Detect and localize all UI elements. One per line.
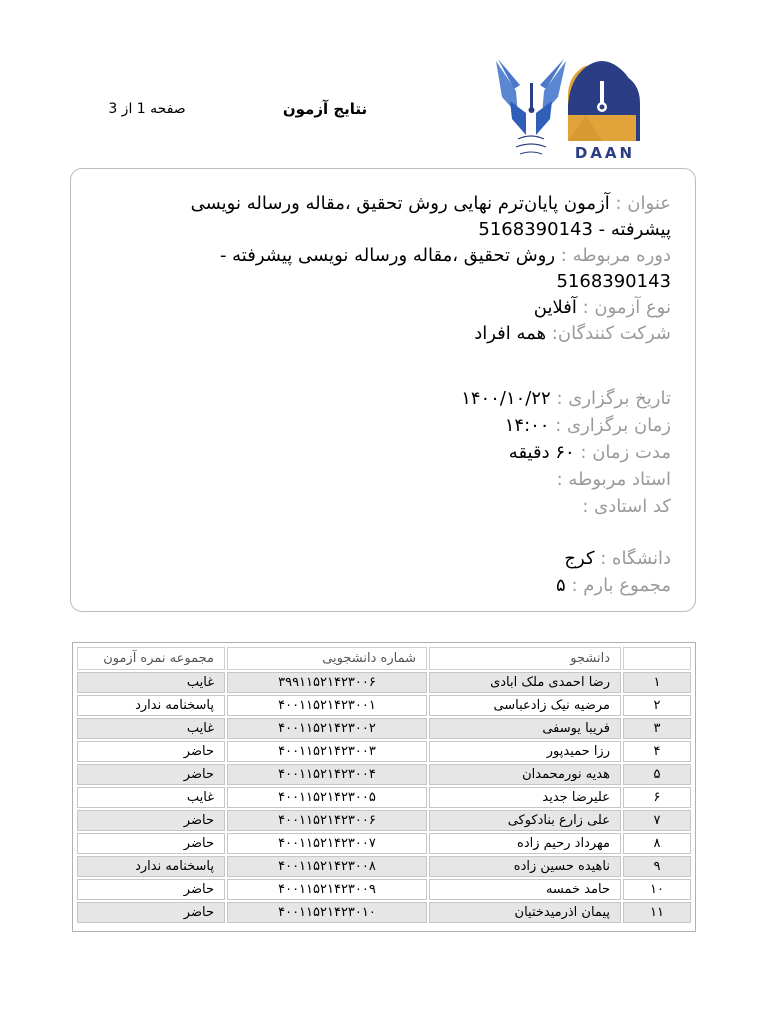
exam-info-box (70, 168, 696, 612)
row-index: ۱ (623, 672, 691, 693)
row-index: ۸ (623, 833, 691, 854)
score-value: ۵ (556, 575, 566, 596)
row-index: ۲ (623, 695, 691, 716)
student-name: مهرداد رحیم زاده (429, 833, 621, 854)
student-name: فریبا یوسفی (429, 718, 621, 739)
score-label: مجموع بارم : (571, 575, 671, 596)
student-name: علیرضا جدید (429, 787, 621, 808)
table-row (77, 856, 691, 877)
teacher-row (151, 466, 671, 493)
results-table (75, 645, 693, 925)
course-value: روش تحقیق ،مقاله ورساله نویسی پیشرفته - 5168390143 (219, 245, 671, 292)
duration-row (151, 439, 671, 466)
header-student: دانشجو (429, 647, 621, 670)
university-label: دانشگاه : (600, 548, 671, 569)
exam-title-label: عنوان : (615, 193, 671, 214)
exam-type-row (151, 295, 671, 321)
table-row (77, 879, 691, 900)
student-number: ۴۰۰۱۱۵۲۱۴۲۳۰۰۵ (227, 787, 427, 808)
exam-status: حاضر (77, 879, 225, 900)
results-table-container (72, 642, 696, 932)
exam-schedule (151, 385, 671, 520)
header-index (623, 647, 691, 670)
table-row (77, 741, 691, 762)
exam-title-value: آزمون پایان‌ترم نهایی روش تحقیق ،مقاله ورساله نویسی پیشرفته - 5168390143 (190, 193, 671, 240)
date-value: ۱۴۰۰/۱۰/۲۲ (461, 388, 551, 409)
table-row (77, 787, 691, 808)
time-row (151, 412, 671, 439)
exam-status: پاسخنامه ندارد (77, 695, 225, 716)
exam-info-main (151, 191, 671, 347)
table-row (77, 695, 691, 716)
row-index: ۹ (623, 856, 691, 877)
page-title: نتایج آزمون (282, 100, 368, 118)
student-name: رضا احمدی ملک ابادی (429, 672, 621, 693)
exam-status: حاضر (77, 833, 225, 854)
page-number: صفحه 1 از 3 (108, 101, 186, 117)
student-number: ۴۰۰۱۱۵۲۱۴۲۳۰۰۹ (227, 879, 427, 900)
azad-university-logo-icon (496, 59, 566, 154)
exam-status: غایب (77, 718, 225, 739)
student-number: ۴۰۰۱۱۵۲۱۴۲۳۰۱۰ (227, 902, 427, 923)
student-name: علی زارع بنادکوکی (429, 810, 621, 831)
date-label: تاریخ برگزاری : (556, 388, 671, 409)
table-body (77, 672, 691, 923)
score-row (151, 572, 671, 599)
duration-value: ۶۰ دقیقه (508, 442, 575, 463)
university-row (151, 545, 671, 572)
student-name: رزا حمیدپور (429, 741, 621, 762)
row-index: ۵ (623, 764, 691, 785)
student-name: حامد خمسه (429, 879, 621, 900)
participants-row (151, 321, 671, 347)
row-index: ۶ (623, 787, 691, 808)
exam-status: حاضر (77, 810, 225, 831)
duration-label: مدت زمان : (580, 442, 671, 463)
teacher-code-row (151, 493, 671, 520)
row-index: ۷ (623, 810, 691, 831)
exam-status: حاضر (77, 902, 225, 923)
table-row (77, 672, 691, 693)
exam-status: حاضر (77, 764, 225, 785)
course-label: دوره مربوطه : (560, 245, 671, 266)
row-index: ۱۱ (623, 902, 691, 923)
exam-title-row (151, 191, 671, 243)
row-index: ۴ (623, 741, 691, 762)
exam-status: غایب (77, 672, 225, 693)
teacher-label: استاد مربوطه : (556, 469, 671, 490)
student-number: ۴۰۰۱۱۵۲۱۴۲۳۰۰۷ (227, 833, 427, 854)
daan-logo-icon (568, 61, 640, 141)
exam-status: غایب (77, 787, 225, 808)
exam-extra (151, 545, 671, 599)
student-name: ناهیده حسین زاده (429, 856, 621, 877)
exam-status: پاسخنامه ندارد (77, 856, 225, 877)
row-index: ۳ (623, 718, 691, 739)
table-header-row (77, 647, 691, 670)
header-student-number: شماره دانشجویی (227, 647, 427, 670)
student-number: ۴۰۰۱۱۵۲۱۴۲۳۰۰۳ (227, 741, 427, 762)
time-label: زمان برگزاری : (555, 415, 671, 436)
course-row (151, 243, 671, 295)
date-row (151, 385, 671, 412)
student-number: ۴۰۰۱۱۵۲۱۴۲۳۰۰۶ (227, 810, 427, 831)
student-number: ۴۰۰۱۱۵۲۱۴۲۳۰۰۴ (227, 764, 427, 785)
table-row (77, 833, 691, 854)
university-value: کرج (564, 548, 595, 569)
exam-status: حاضر (77, 741, 225, 762)
teacher-code-label: کد استادی : (582, 496, 671, 517)
student-number: ۴۰۰۱۱۵۲۱۴۲۳۰۰۲ (227, 718, 427, 739)
student-name: پیمان اذرمیدختیان (429, 902, 621, 923)
student-number: ۴۰۰۱۱۵۲۱۴۲۳۰۰۸ (227, 856, 427, 877)
header-total-score: مجموعه نمره آزمون (77, 647, 225, 670)
participants-label: شرکت کنندگان: (551, 323, 671, 344)
student-name: هدیه نورمحمدان (429, 764, 621, 785)
table-row (77, 764, 691, 785)
table-row (77, 902, 691, 923)
table-row (77, 718, 691, 739)
time-value: ۱۴:۰۰ (504, 415, 550, 436)
student-name: مرضیه نیک زادعباسی (429, 695, 621, 716)
logo-text: DAAN (574, 144, 636, 162)
participants-value: همه افراد (474, 323, 547, 344)
exam-type-label: نوع آزمون : (582, 297, 671, 318)
student-number: ۴۰۰۱۱۵۲۱۴۲۳۰۰۱ (227, 695, 427, 716)
exam-type-value: آفلاین (533, 297, 577, 318)
student-number: ۳۹۹۱۱۵۲۱۴۲۳۰۰۶ (227, 672, 427, 693)
table-row (77, 810, 691, 831)
row-index: ۱۰ (623, 879, 691, 900)
